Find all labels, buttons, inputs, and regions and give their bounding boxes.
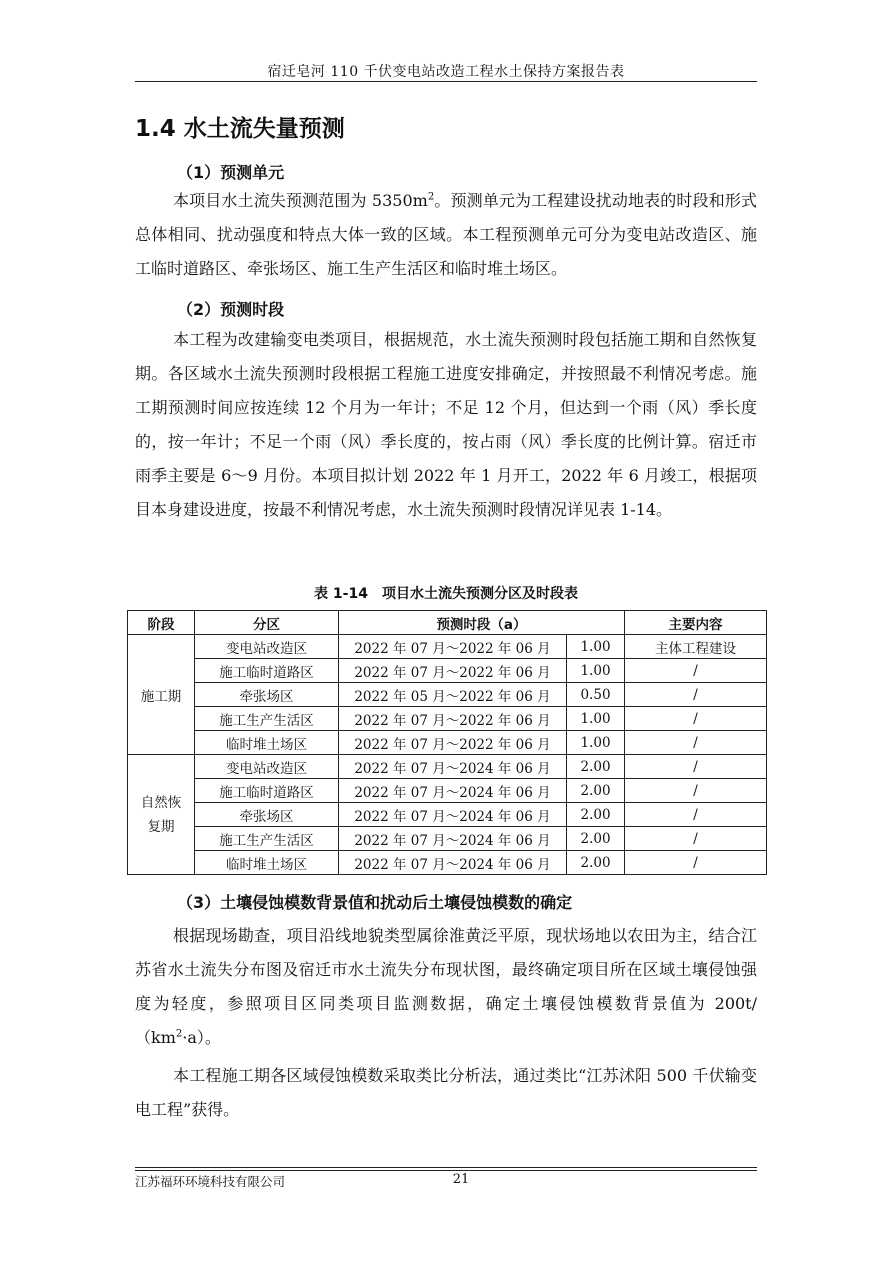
years-cell: 2.00 [567, 851, 625, 875]
table-row [128, 779, 767, 803]
header-stage: 阶段 [128, 611, 195, 635]
period-cell: 2022 年 05 月～2022 年 06 月 [339, 683, 567, 707]
header-zone: 分区 [195, 611, 339, 635]
text-run: 。预测单元为工程建设扰动地表的时段和形式总体相同、扰动强度和特点大体一致的区域。本工程预测单元可分为变电站改造区、施工临时道路区、牵张场区、施工生产生活区和临时堆土场区。 [135, 191, 757, 278]
table-row [128, 659, 767, 683]
years-cell: 1.00 [567, 659, 625, 683]
years-cell: 1.00 [567, 731, 625, 755]
years-cell: 2.00 [567, 755, 625, 779]
stage-cell: 自然恢复期 [128, 755, 195, 875]
page-number: 21 [452, 1172, 470, 1187]
paragraph-prediction-unit [135, 184, 757, 286]
stage-cell: 施工期 [128, 635, 195, 755]
page-header: 宿迁皂河 110 千伏变电站改造工程水土保持方案报告表 [267, 64, 625, 80]
zone-cell: 施工生产生活区 [195, 827, 339, 851]
period-cell: 2022 年 07 月～2022 年 06 月 [339, 659, 567, 683]
zone-cell: 临时堆土场区 [195, 851, 339, 875]
content-cell: / [625, 851, 767, 875]
years-cell: 1.00 [567, 635, 625, 659]
table-row [128, 731, 767, 755]
paragraph-prediction-period: 本工程为改建输变电类项目，根据规范，水土流失预测时段包括施工期和自然恢复期。各区域水土流失预测时段根据工程施工进度安排确定，并按照最不利情况考虑。施工期预测时间应按连续 12 个月为一年计；不足 12 个月，但达到一个雨（风）季长度的，按一年计；不足一个雨（风）季长度的，按占雨（风）季长度的比例计算。宿迁市雨季主要是 6～9 月份。本项目拟计划 2022 年 1 月开工，2022 年 6 月竣工，根据项目本身建设进度，按最不利情况考虑，水土流失预测时段情况详见表 1-14。 [135, 330, 757, 519]
period-cell: 2022 年 07 月～2022 年 06 月 [339, 731, 567, 755]
header-period: 预测时段（a） [339, 611, 625, 635]
content-cell: / [625, 683, 767, 707]
table-row [128, 635, 767, 659]
table-caption: 表 1-14 项目水土流失预测分区及时段表 [314, 586, 578, 602]
table-row [128, 755, 767, 779]
years-cell: 2.00 [567, 779, 625, 803]
zone-cell: 施工临时道路区 [195, 659, 339, 683]
zone-cell: 牵张场区 [195, 803, 339, 827]
period-cell: 2022 年 07 月～2022 年 06 月 [339, 635, 567, 659]
content-cell: / [625, 755, 767, 779]
table-row [128, 707, 767, 731]
table-row [128, 803, 767, 827]
table-row [128, 683, 767, 707]
zone-cell: 牵张场区 [195, 683, 339, 707]
subheading-erosion-modulus: （3）土壤侵蚀模数背景值和扰动后土壤侵蚀模数的确定 [177, 893, 573, 912]
table-header-row [128, 611, 767, 635]
content-cell: / [625, 803, 767, 827]
superscript: 2 [427, 191, 435, 203]
section-title: 1.4 水土流失量预测 [135, 116, 345, 142]
content-cell: / [625, 731, 767, 755]
content-cell: / [625, 827, 767, 851]
content-cell: / [625, 659, 767, 683]
period-cell: 2022 年 07 月～2024 年 06 月 [339, 827, 567, 851]
years-cell: 2.00 [567, 827, 625, 851]
footer-rule-thin [135, 1170, 757, 1171]
text-run: 本项目水土流失预测范围为 5350m [173, 191, 428, 210]
zone-cell: 施工临时道路区 [195, 779, 339, 803]
superscript: 2 [175, 1028, 183, 1040]
paragraph-erosion-analogy: 本工程施工期各区域侵蚀模数采取类比分析法，通过类比“江苏沭阳 500 千伏输变电工程”获得。 [135, 1066, 757, 1119]
zone-cell: 变电站改造区 [195, 755, 339, 779]
prediction-period-table [127, 610, 767, 875]
paragraph-erosion-background [135, 919, 757, 1055]
content-cell: 主体工程建设 [625, 635, 767, 659]
zone-cell: 变电站改造区 [195, 635, 339, 659]
content-cell: / [625, 779, 767, 803]
period-cell: 2022 年 07 月～2024 年 06 月 [339, 779, 567, 803]
table-row [128, 827, 767, 851]
subheading-prediction-unit: （1）预测单元 [177, 163, 285, 182]
years-cell: 1.00 [567, 707, 625, 731]
period-cell: 2022 年 07 月～2024 年 06 月 [339, 755, 567, 779]
period-cell: 2022 年 07 月～2024 年 06 月 [339, 803, 567, 827]
footer-rule [135, 1167, 757, 1168]
period-cell: 2022 年 07 月～2022 年 06 月 [339, 707, 567, 731]
header-content: 主要内容 [625, 611, 767, 635]
table-row [128, 851, 767, 875]
years-cell: 0.50 [567, 683, 625, 707]
years-cell: 2.00 [567, 803, 625, 827]
subheading-prediction-period: （2）预测时段 [177, 300, 285, 319]
text-run: ·a）。 [182, 1028, 221, 1047]
zone-cell: 临时堆土场区 [195, 731, 339, 755]
period-cell: 2022 年 07 月～2024 年 06 月 [339, 851, 567, 875]
footer-company: 江苏福环环境科技有限公司 [135, 1174, 286, 1189]
content-cell: / [625, 707, 767, 731]
text-run: 根据现场勘查，项目沿线地貌类型属徐淮黄泛平原，现状场地以农田为主，结合江苏省水土流失分布图及宿迁市水土流失分布现状图，最终确定项目所在区域土壤侵蚀强度为轻度，参照项目区同类项目监测数据，确定土壤侵蚀模数背景值为 200t/（km [135, 926, 757, 1047]
header-rule [135, 81, 757, 82]
zone-cell: 施工生产生活区 [195, 707, 339, 731]
